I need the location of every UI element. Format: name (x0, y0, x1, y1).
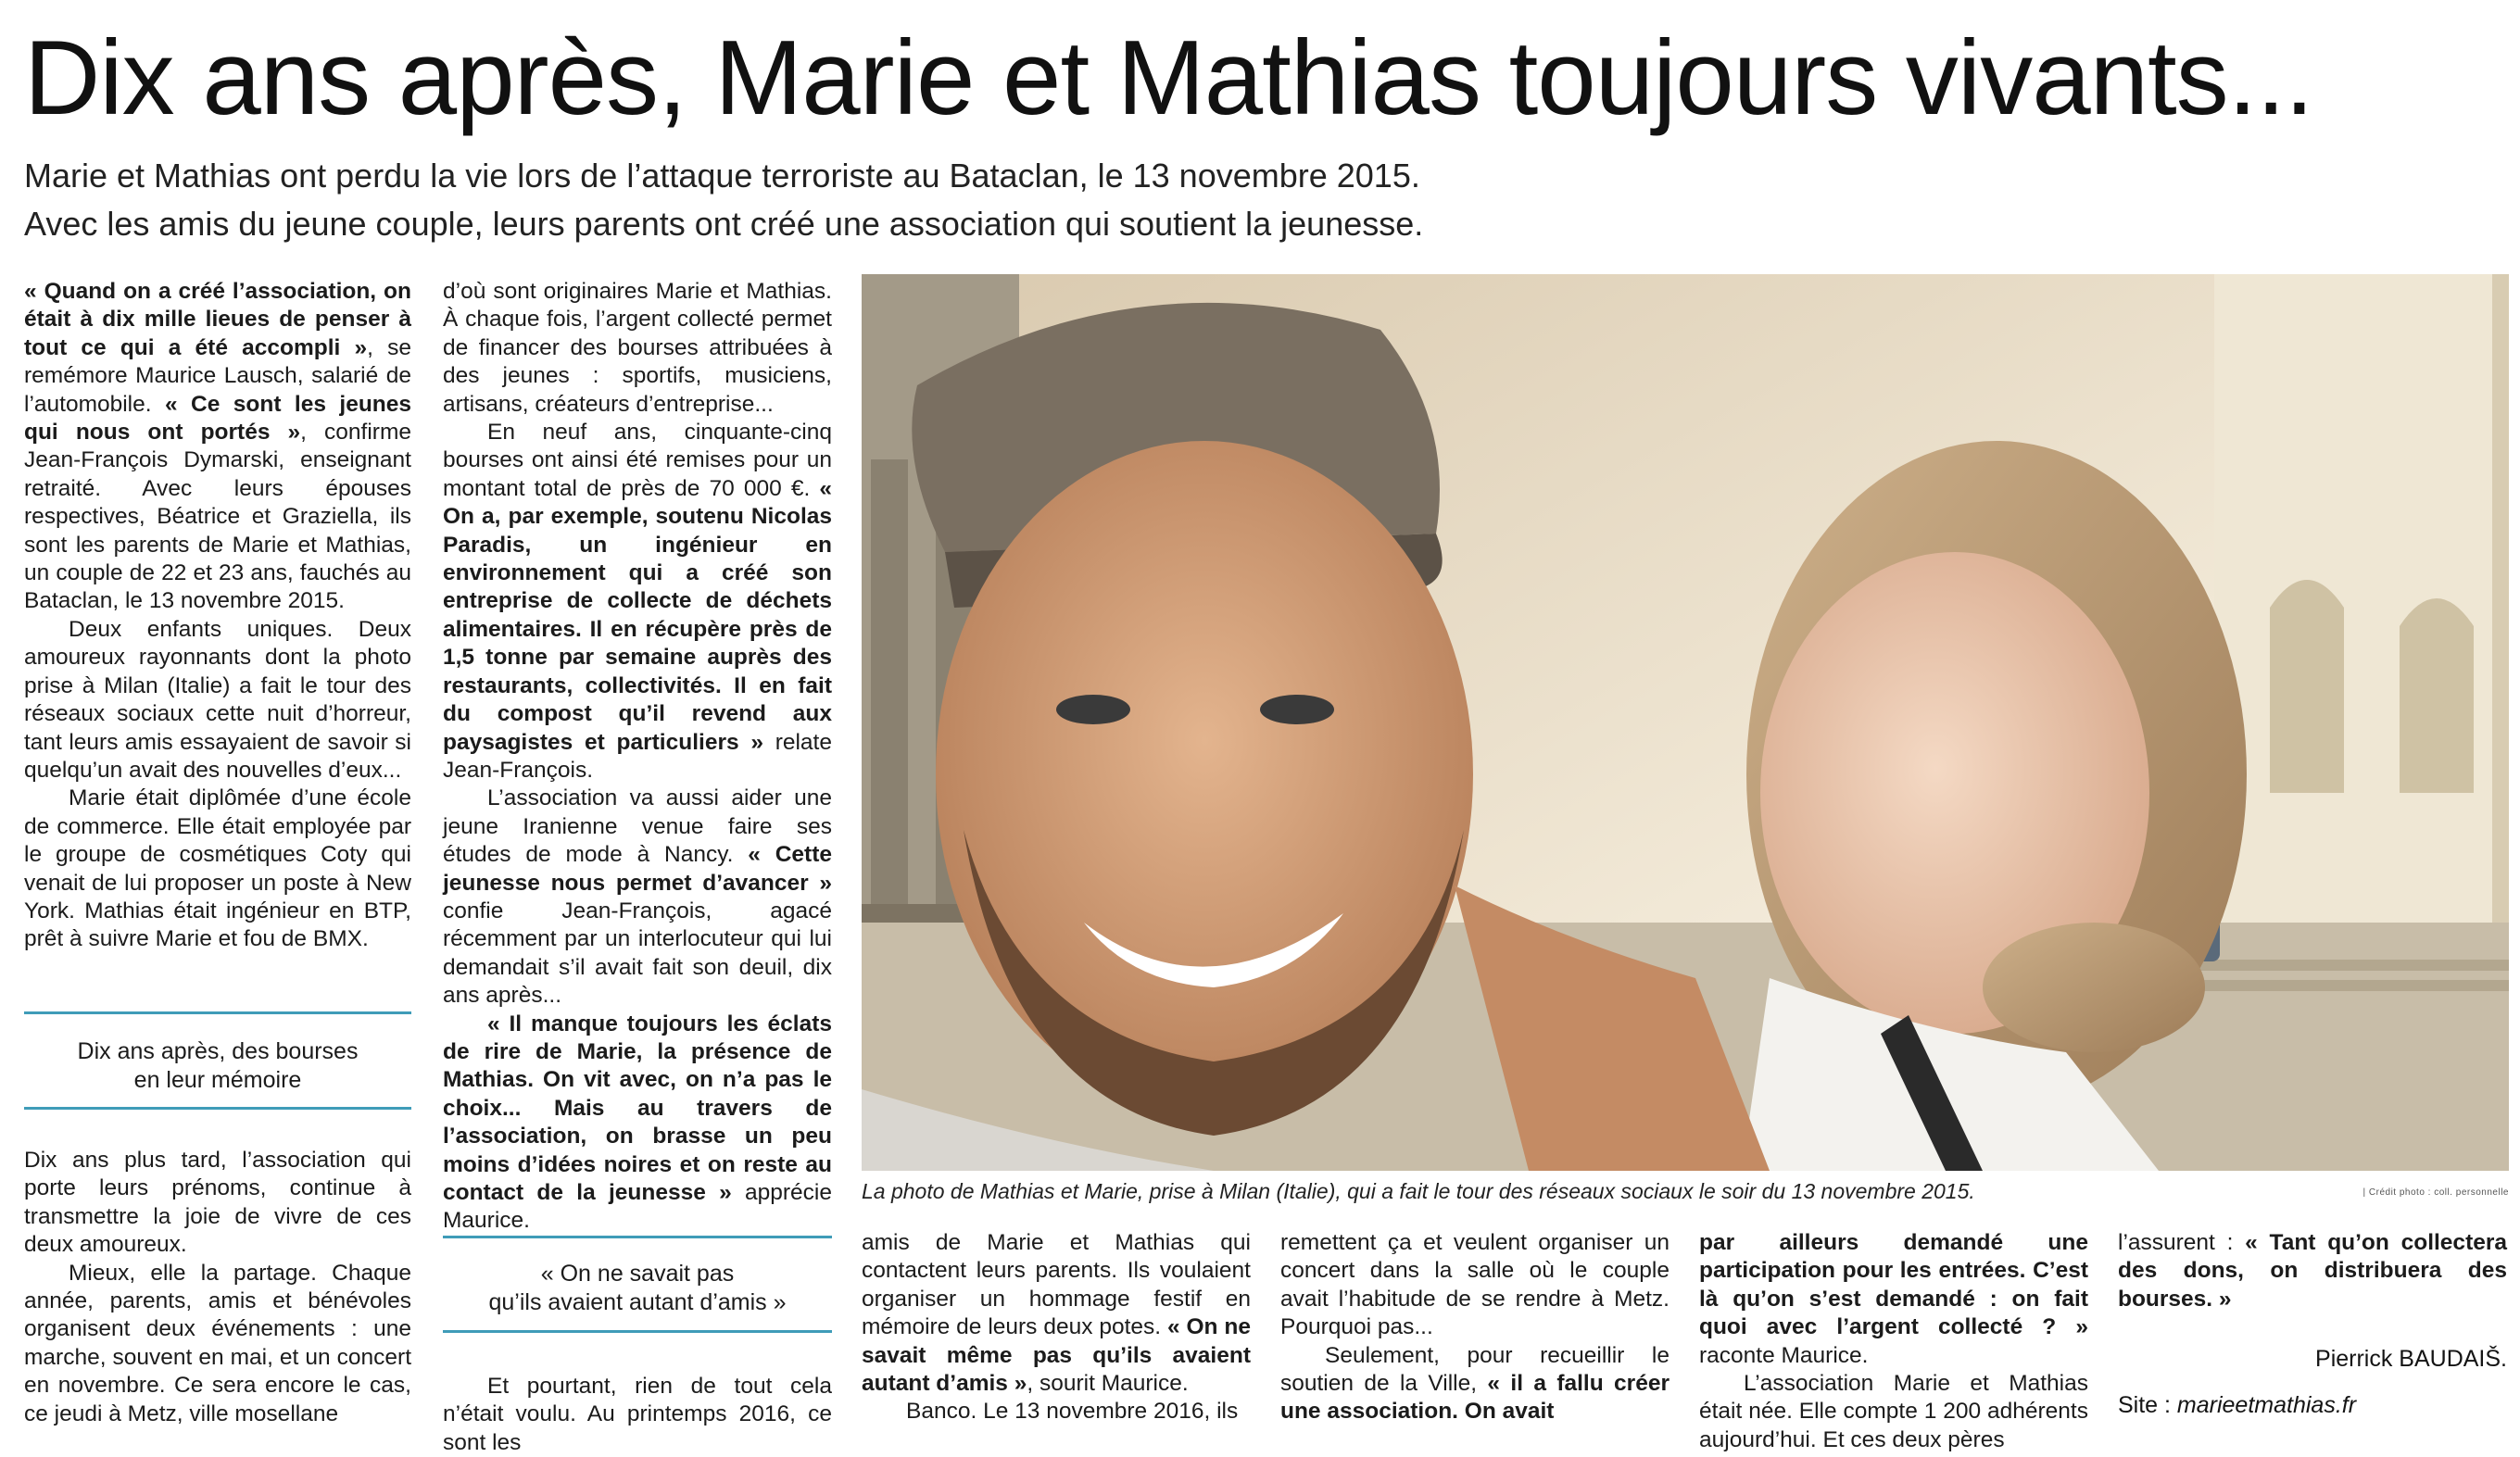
pull-quote-line-2: qu’ils avaient autant d’amis » (488, 1289, 787, 1315)
paragraph-text: , sourit Maurice. (1027, 1371, 1189, 1397)
website-line (2118, 1391, 2507, 1419)
article-column-1 (24, 278, 411, 954)
rule-top (24, 1011, 411, 1014)
quote: « Ce sont les jeunes qui nous ont portés » (24, 391, 412, 446)
paragraph-text: relate Jean-François. (443, 729, 832, 783)
paragraph (24, 278, 411, 616)
pull-quote-line-1: « On ne savait pas (540, 1261, 735, 1287)
article-column-3 (862, 1229, 1251, 1426)
paragraph: Banco. Le 13 novembre 2016, ils (906, 1399, 1239, 1425)
article-column-4 (1280, 1229, 1670, 1426)
rule-top (443, 1236, 832, 1238)
paragraph-text: confie Jean-François, agacé récemment par un interlocuteur qui lui demandait s’il avait fait son deuil, dix ans après... (443, 898, 832, 1009)
paragraph: d’où sont originaires Marie et Mathias. À chaque fois, l’argent collecté permet de financer des bourses attribuées à des jeunes : sportifs, musiciens, artisans, créateurs d’entreprise... (443, 279, 832, 417)
site-label: Site : (2118, 1392, 2177, 1418)
photo-caption: La photo de Mathias et Marie, prise à Milan (Italie), qui a fait le tour des réseaux sociaux le soir du 13 novembre 2015. (862, 1179, 1975, 1203)
article-column-2-continued (443, 1373, 832, 1457)
article-column-1-continued (24, 1147, 411, 1428)
paragraph-text: En neuf ans, cinquante-cinq bourses ont ainsi été remises pour un montant total de près de 70 000 €. (443, 420, 832, 501)
site-url[interactable]: marieetmathias.fr (2176, 1392, 2357, 1418)
photo-illustration (862, 274, 2509, 1171)
quote: « On ne savait même pas qu’ils avaient autant d’amis » (862, 1314, 1251, 1397)
paragraph: L’association Marie et Mathias était née. Elle compte 1 200 adhérents aujourd’hui. Et ces deux pères (1699, 1371, 2088, 1452)
paragraph-text: L’association va aussi aider une jeune Iranienne venue faire ses études de mode à Nancy. (443, 785, 832, 868)
subhead-line-2: en leur mémoire (133, 1067, 302, 1093)
article-column-2 (443, 278, 832, 1236)
quote: « Quand on a créé l’association, on était à dix mille lieues de penser à tout ce qui a été accompli » (24, 279, 411, 360)
paragraph (443, 1011, 832, 1236)
author-signature: Pierrick BAUDAIŠ. (2315, 1346, 2507, 1372)
standfirst (24, 152, 2488, 248)
photo-credit: | Crédit photo : coll. personnelle (2362, 1187, 2509, 1198)
article-column-5 (1699, 1229, 2088, 1454)
paragraph: Deux enfants uniques. Deux amoureux rayonnants dont la photo prise à Milan (Italie) a fait le tour des réseaux sociaux cette nuit d’horreur, tant leurs amis essayaient de savoir si quelqu’un avait des nouvelles d’eux... (24, 616, 411, 783)
standfirst-line-2: Avec les amis du jeune couple, leurs parents ont créé une association qui soutient la jeunesse. (24, 205, 1424, 243)
couple-photo (862, 274, 2509, 1171)
quote: « Tant qu’on collectera des dons, on distribuera des bourses. » (2118, 1230, 2508, 1312)
quote: par ailleurs demandé une participation pour les entrées. C’est là qu’on s’est demandé : on fait quoi avec l’argent collecté ? » (1699, 1230, 2088, 1340)
paragraph-text: l’assurent : (2118, 1230, 2246, 1255)
paragraph-text: apprécie Maurice. (443, 1180, 832, 1234)
standfirst-line-1: Marie et Mathias ont perdu la vie lors de l’attaque terroriste au Bataclan, le 13 novembre 2015. (24, 157, 1420, 195)
quote: « Cette jeunesse nous permet d’avancer » (443, 842, 832, 896)
rule-bottom (24, 1107, 411, 1110)
subhead-line-1: Dix ans après, des bourses (77, 1038, 359, 1064)
paragraph-text: raconte Maurice. (1699, 1342, 1869, 1368)
paragraph-text: Seulement, pour recueillir le soutien de la Ville, (1280, 1342, 1670, 1397)
paragraph: Et pourtant, rien de tout cela n’était voulu. Au printemps 2016, ce sont les (443, 1374, 832, 1455)
paragraph (1699, 1229, 2088, 1370)
paragraph: Marie était diplômée d’une école de commerce. Elle était employée par le groupe de cosmétiques Coty qui venait de lui proposer un poste à New York. Mathias était ingénieur en BTP, prêt à suivre Marie et fou de BMX. (24, 785, 411, 952)
paragraph (443, 419, 832, 785)
paragraph (862, 1229, 1251, 1398)
quote: « Il manque toujours les éclats de rire de Marie, la présence de Mathias. On vit avec, on n’a pas le choix... Mais au travers de l’association, on brasse un peu moins d’idées noires et on reste au contact de la jeunesse » (443, 1011, 832, 1205)
paragraph-text: , confirme Jean-François Dymarski, enseignant retraité. Avec leurs épouses respectives, Béatrice et Graziella, ils sont les parents de Marie et Mathias, un couple de 22 et 23 ans, fauchés au Bataclan, le 13 novembre 2015. (24, 420, 411, 614)
paragraph: Dix ans plus tard, l’association qui porte leurs prénoms, continue à transmettre la joie de vivre de ces deux amoureux. (24, 1148, 411, 1258)
paragraph (2118, 1229, 2507, 1313)
paragraph: Mieux, elle la partage. Chaque année, parents, amis et bénévoles organisent deux événements : une marche, souvent en mai, et un concert en novembre. Ce sera encore le cas, ce jeudi à Metz, ville mosellane (24, 1260, 411, 1426)
pull-quote (443, 1260, 832, 1317)
paragraph-text: amis de Marie et Mathias qui contactent leurs parents. Ils voulaient organiser un hommage festif en mémoire de leurs deux potes. (862, 1230, 1251, 1340)
paragraph-text: , se remémore Maurice Lausch, salarié de l’automobile. (24, 334, 411, 417)
headline: Dix ans après, Marie et Mathias toujours vivants... (24, 19, 2313, 137)
rule-bottom (443, 1330, 832, 1333)
paragraph: remettent ça et veulent organiser un concert dans la salle où le couple avait l’habitude de se rendre à Metz. Pourquoi pas... (1280, 1230, 1670, 1340)
paragraph (1280, 1342, 1670, 1426)
subhead (24, 1037, 411, 1095)
article-column-6 (2118, 1229, 2507, 1313)
quote: « il a fallu créer une association. On avait (1280, 1371, 1670, 1425)
paragraph (443, 785, 832, 1010)
quote: « On a, par exemple, soutenu Nicolas Paradis, un ingénieur en environnement qui a créé son entreprise de collecte de déchets alimentaires. Il en récupère près de 1,5 tonne par semaine auprès des restaurants, collectivités. Il en fait du compost qu’il revend aux paysagistes et particuliers » (443, 475, 832, 755)
